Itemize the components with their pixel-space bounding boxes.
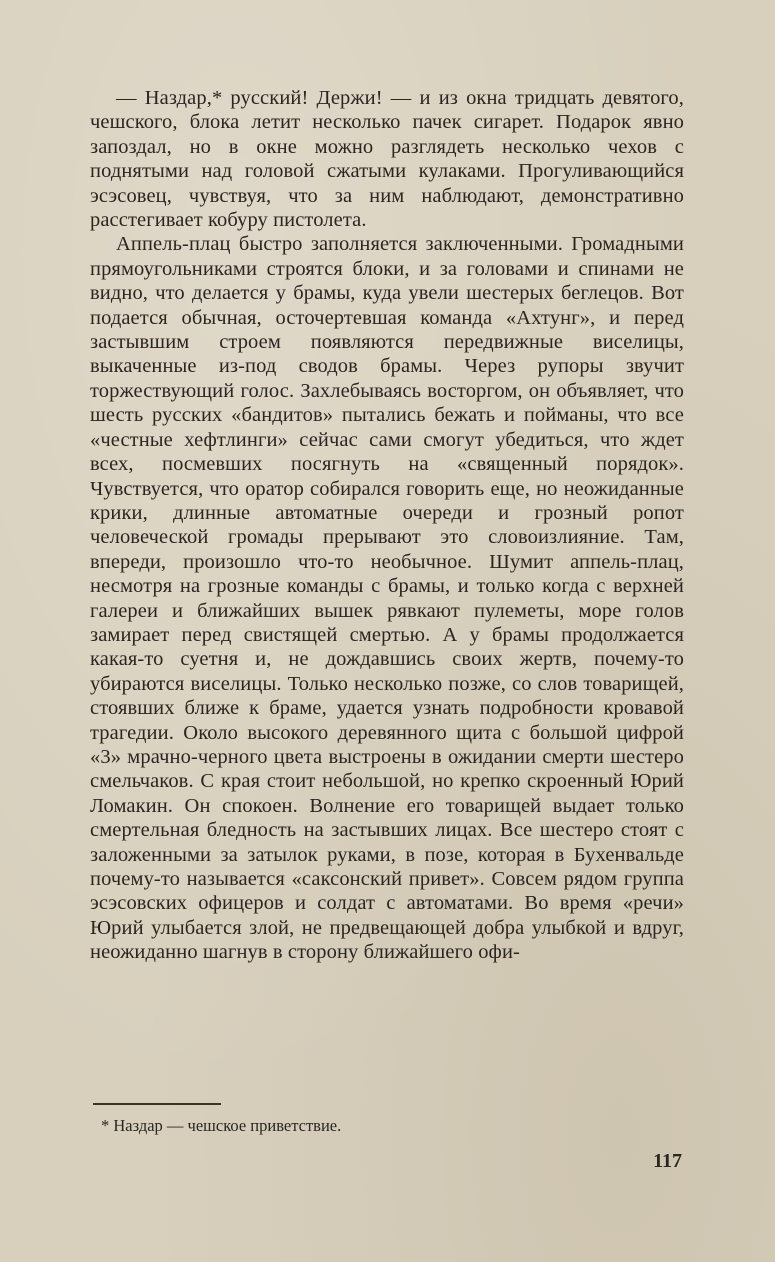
- main-text: [90, 86, 684, 965]
- footnote-divider: [93, 1103, 221, 1105]
- paragraph-2: Аппель-плац быстро заполняется заключенными. Громадными прямоугольниками строятся блоки, и за головами и спинами не видно, что делается у брамы, куда увели шестерых беглецов. Вот подается обычная, осточертевшая команда «Ахтунг», и перед застывшим строем появляются передвижные виселицы, выкаченные из-под сводов брамы. Через рупоры звучит торжествующий голос. Захлебываясь восторгом, он объявляет, что шесть русских «бандитов» пытались бежать и пойманы, что все «честные хефтлинги» сейчас сами смогут убедиться, что ждет всех, посмевших посягнуть на «священный порядок». Чувствуется, что оратор собирался говорить еще, но неожиданные крики, длинные автоматные очереди и грозный ропот человеческой громады прерывают это словоизлияние. Там, впереди, произошло что-то необычное. Шумит аппель-плац, несмотря на грозные команды с брамы, и только когда с верхней галереи и ближайших вышек рявкают пулеметы, море голов замирает перед свистящей смертью. А у брамы продолжается какая-то суетня и, не дождавшись своих жертв, почему-то убираются виселицы. Только несколько позже, со слов товарищей, стоявших ближе к браме, удается узнать подробности кровавой трагедии. Около высокого деревянного щита с большой цифрой «3» мрачно-черного цвета выстроены в ожидании смерти шестеро смельчаков. С края стоит небольшой, но крепко скроенный Юрий Ломакин. Он спокоен. Волнение его товарищей выдает только смертельная бледность на застывших лицах. Все шестеро стоят с заложенными за затылок руками, в позе, которая в Бухенвальде почему-то называется «саксонский привет». Совсем рядом группа эсэсовских офицеров и солдат с автоматами. Во время «речи» Юрий улыбается злой, не предвещающей добра улыбкой и вдруг, неожиданно шагнув в сторону ближайшего офи-: [90, 233, 684, 964]
- paragraph-1: — Наздар,* русский! Держи! — и из окна тридцать девятого, чешского, блока летит несколько пачек сигарет. Подарок явно запоздал, но в окне можно разглядеть несколько чехов с поднятыми над головой сжатыми кулаками. Прогуливающийся эсэсовец, чувствуя, что за ним наблюдают, демонстративно расстегивает кобуру пистолета.: [90, 87, 684, 232]
- page-number: 117: [653, 1150, 682, 1172]
- footnote: * Наздар — чешское приветствие.: [101, 1116, 342, 1135]
